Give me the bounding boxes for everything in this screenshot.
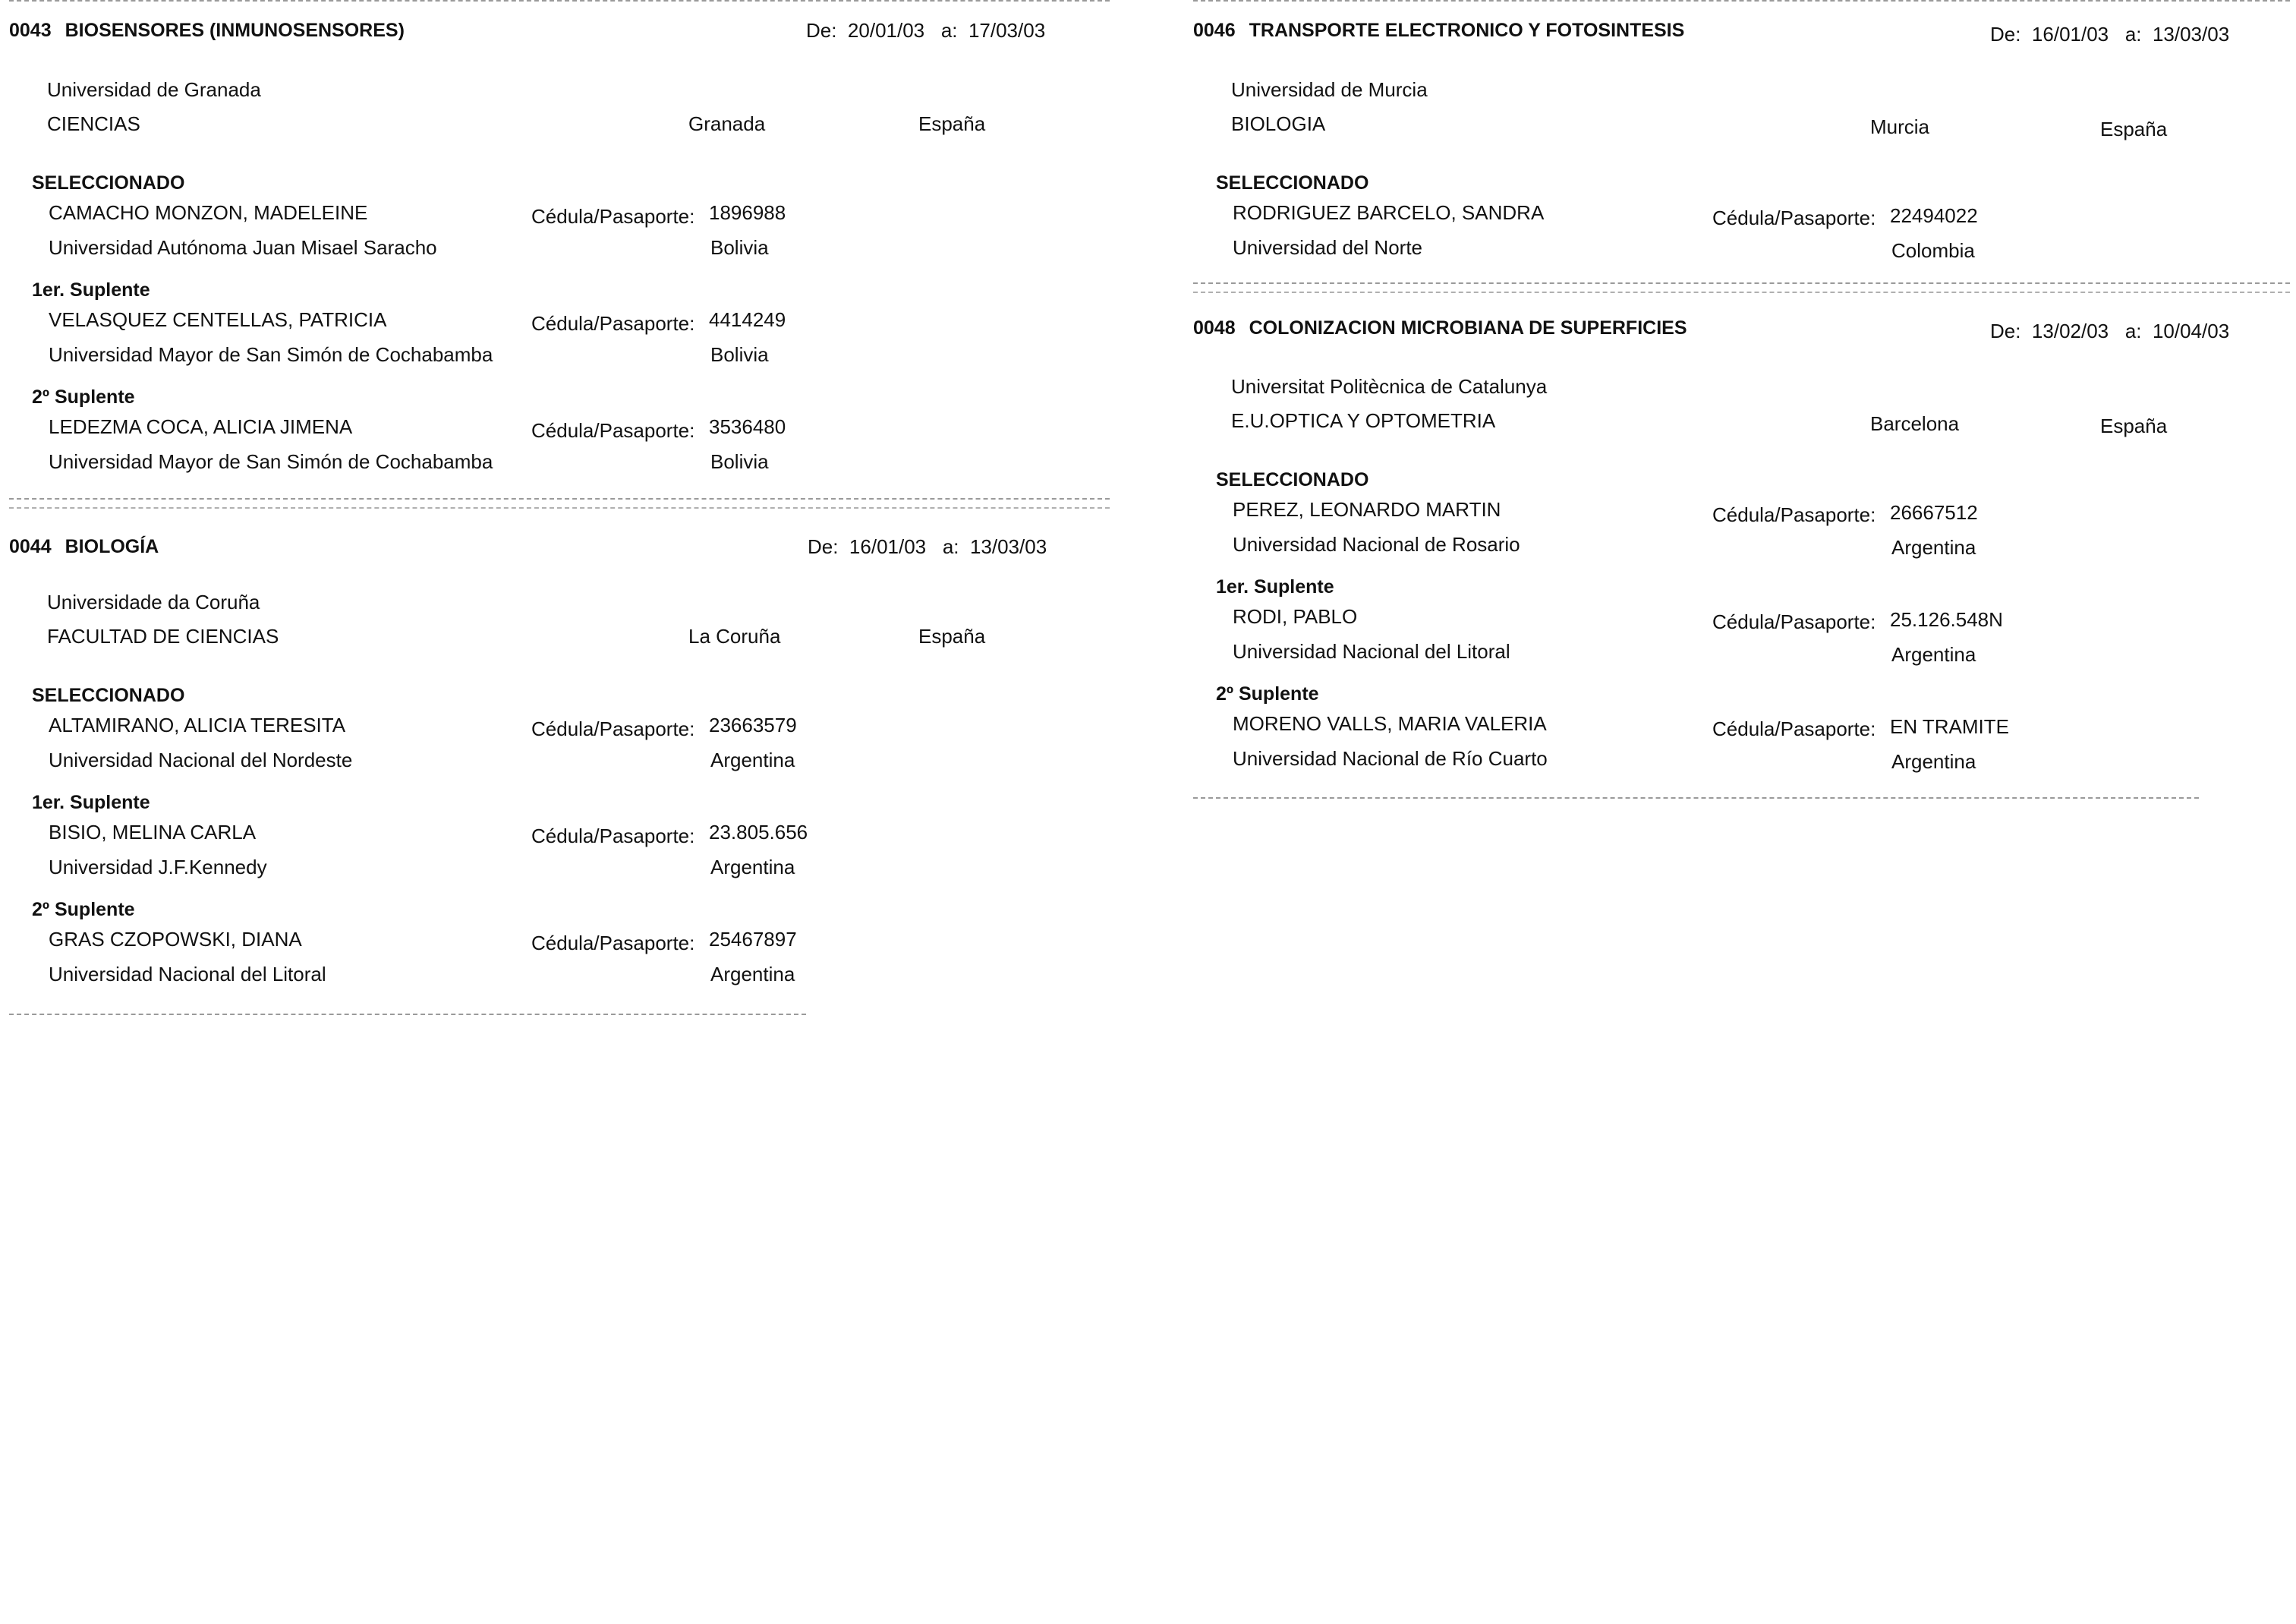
from-label: De:	[1990, 23, 2021, 46]
course-code: 0048	[1193, 317, 1236, 339]
alt1-heading: 1er. Suplente	[32, 792, 150, 813]
selected-heading: SELECCIONADO	[32, 172, 185, 194]
host-university: Universidad de Granada	[47, 78, 261, 101]
to-date: 10/04/03	[2152, 320, 2230, 342]
course-0043	[9, 0, 1110, 494]
alt2-institution: Universidad Nacional del Litoral	[49, 963, 326, 985]
host-city: La Coruña	[688, 625, 781, 648]
section-divider	[1193, 282, 2290, 293]
id-label: Cédula/Pasaporte:	[1712, 503, 1876, 526]
host-country: España	[2100, 415, 2168, 437]
alt2-country: Bolivia	[710, 450, 769, 473]
host-country: España	[918, 112, 986, 135]
course-code: 0043	[9, 20, 52, 41]
candidate-name: ALTAMIRANO, ALICIA TERESITA	[49, 714, 346, 736]
to-label: a:	[2124, 320, 2142, 342]
course-code: 0046	[1193, 20, 1236, 41]
alt1-heading: 1er. Suplente	[32, 279, 150, 301]
course-0048	[1193, 298, 2290, 799]
host-city: Granada	[688, 112, 766, 135]
alt1-country: Argentina	[1891, 643, 1976, 666]
host-university: Universitat Politècnica de Catalunya	[1231, 375, 1548, 398]
candidate-id: 1896988	[709, 201, 786, 224]
candidate-name: RODRIGUEZ BARCELO, SANDRA	[1233, 201, 1545, 224]
host-university: Universidade da Coruña	[47, 591, 260, 613]
candidate-name: CAMACHO MONZON, MADELEINE	[49, 201, 368, 224]
id-label: Cédula/Pasaporte:	[531, 932, 695, 954]
alt1-country: Bolivia	[710, 343, 769, 366]
candidate-institution: Universidad Nacional de Rosario	[1233, 533, 1520, 556]
section-divider	[9, 498, 1110, 509]
id-label: Cédula/Pasaporte:	[1712, 207, 1876, 229]
alt1-name: BISIO, MELINA CARLA	[49, 821, 257, 844]
to-date: 13/03/03	[969, 535, 1047, 558]
candidate-id: 22494022	[1890, 204, 1978, 227]
alt1-institution: Universidad Nacional del Litoral	[1233, 640, 1510, 663]
to-label: a:	[940, 19, 958, 42]
alt1-name: VELASQUEZ CENTELLAS, PATRICIA	[49, 308, 387, 331]
alt1-institution: Universidad J.F.Kennedy	[49, 856, 267, 878]
course-0044	[9, 509, 1110, 1017]
alt2-name: LEDEZMA COCA, ALICIA JIMENA	[49, 415, 353, 438]
id-label: Cédula/Pasaporte:	[1712, 717, 1876, 740]
alt2-institution: Universidad Mayor de San Simón de Cochabamba	[49, 450, 493, 473]
alt2-institution: Universidad Nacional de Río Cuarto	[1233, 747, 1548, 770]
bottom-rule	[9, 1014, 806, 1015]
from-label: De:	[806, 19, 837, 42]
course-header	[1193, 317, 1687, 339]
alt1-id: 25.126.548N	[1890, 608, 2003, 631]
alt1-id: 23.805.656	[709, 821, 808, 844]
course-header	[1193, 19, 1684, 42]
alt1-institution: Universidad Mayor de San Simón de Cochabamba	[49, 343, 493, 366]
course-dates	[1990, 23, 2229, 46]
from-date: 20/01/03	[847, 19, 925, 42]
from-label: De:	[808, 535, 839, 558]
candidate-country: Argentina	[1891, 536, 1976, 559]
candidate-country: Colombia	[1891, 239, 1975, 262]
course-title: BIOSENSORES (INMUNOSENSORES)	[65, 20, 405, 41]
to-date: 13/03/03	[2152, 23, 2230, 46]
to-date: 17/03/03	[968, 19, 1046, 42]
id-label: Cédula/Pasaporte:	[531, 717, 695, 740]
course-title: COLONIZACION MICROBIANA DE SUPERFICIES	[1249, 317, 1687, 339]
host-faculty: E.U.OPTICA Y OPTOMETRIA	[1231, 409, 1496, 432]
candidate-id: 23663579	[709, 714, 797, 736]
candidate-name: PEREZ, LEONARDO MARTIN	[1233, 498, 1501, 521]
alt2-id: EN TRAMITE	[1890, 715, 2009, 738]
alt2-name: GRAS CZOPOWSKI, DIANA	[49, 928, 302, 951]
course-0046	[1193, 0, 2290, 273]
course-title: BIOLOGÍA	[65, 536, 159, 557]
id-label: Cédula/Pasaporte:	[1712, 610, 1876, 633]
alt2-country: Argentina	[1891, 750, 1976, 773]
host-faculty: BIOLOGIA	[1231, 112, 1326, 135]
host-country: España	[2100, 118, 2168, 140]
from-date: 16/01/03	[2031, 23, 2109, 46]
id-label: Cédula/Pasaporte:	[531, 419, 695, 442]
host-faculty: CIENCIAS	[47, 112, 140, 135]
course-code: 0044	[9, 536, 52, 557]
alt2-name: MORENO VALLS, MARIA VALERIA	[1233, 712, 1547, 735]
id-label: Cédula/Pasaporte:	[531, 312, 695, 335]
alt2-id: 25467897	[709, 928, 797, 951]
from-date: 16/01/03	[849, 535, 927, 558]
to-label: a:	[2124, 23, 2142, 46]
course-header	[9, 19, 405, 42]
course-dates	[1990, 320, 2229, 342]
course-header	[9, 535, 159, 558]
id-label: Cédula/Pasaporte:	[531, 205, 695, 228]
course-dates	[806, 19, 1045, 42]
bottom-rule	[1193, 797, 2199, 799]
from-label: De:	[1990, 320, 2021, 342]
from-date: 13/02/03	[2031, 320, 2109, 342]
alt2-country: Argentina	[710, 963, 795, 985]
alt2-heading: 2º Suplente	[32, 899, 135, 920]
alt1-country: Argentina	[710, 856, 795, 878]
id-label: Cédula/Pasaporte:	[531, 825, 695, 847]
course-dates	[808, 535, 1047, 558]
host-city: Murcia	[1870, 115, 1930, 138]
course-title: TRANSPORTE ELECTRONICO Y FOTOSINTESIS	[1249, 20, 1685, 41]
host-city: Barcelona	[1870, 412, 1960, 435]
host-university: Universidad de Murcia	[1231, 78, 1428, 101]
alt2-heading: 2º Suplente	[32, 386, 135, 408]
candidate-country: Bolivia	[710, 236, 769, 259]
alt1-id: 4414249	[709, 308, 786, 331]
candidate-id: 26667512	[1890, 501, 1978, 524]
alt1-name: RODI, PABLO	[1233, 605, 1358, 628]
to-label: a:	[942, 535, 959, 558]
alt2-id: 3536480	[709, 415, 786, 438]
alt2-heading: 2º Suplente	[1216, 683, 1319, 705]
candidate-institution: Universidad Autónoma Juan Misael Saracho	[49, 236, 437, 259]
selected-heading: SELECCIONADO	[1216, 172, 1369, 194]
candidate-country: Argentina	[710, 749, 795, 771]
candidate-institution: Universidad del Norte	[1233, 236, 1423, 259]
host-faculty: FACULTAD DE CIENCIAS	[47, 625, 279, 648]
selected-heading: SELECCIONADO	[32, 685, 185, 706]
alt1-heading: 1er. Suplente	[1216, 576, 1334, 598]
selected-heading: SELECCIONADO	[1216, 469, 1369, 490]
host-country: España	[918, 625, 986, 648]
candidate-institution: Universidad Nacional del Nordeste	[49, 749, 353, 771]
